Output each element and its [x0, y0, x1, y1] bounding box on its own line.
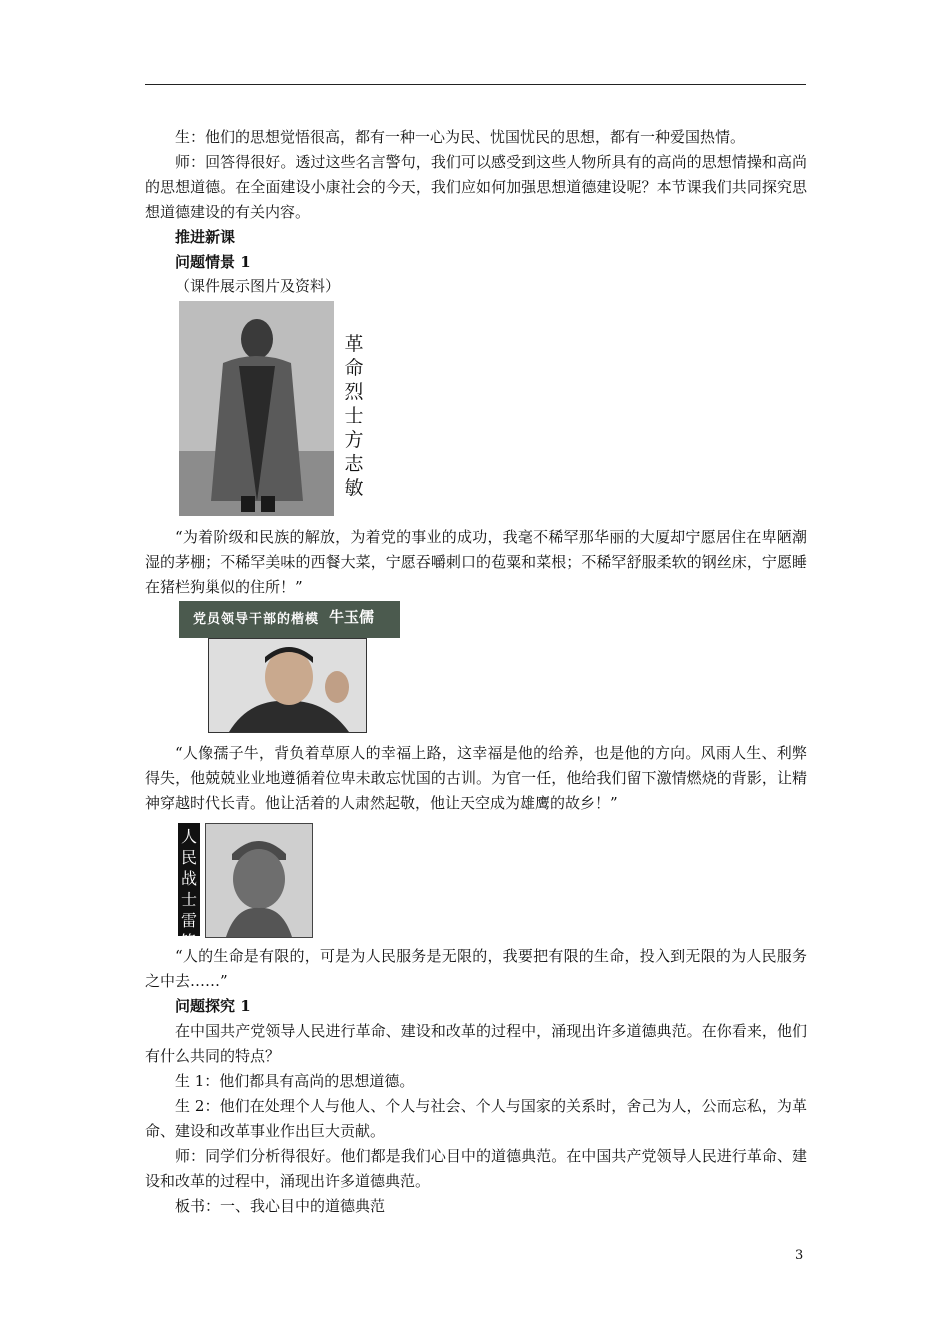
caption-fang-zhimin: 革命烈士方志敏	[344, 333, 364, 499]
paragraph-student-2: 生 2：他们在处理个人与他人、个人与社会、个人与国家的关系时，舍己为人，公而忘私，为革命、建设和改革事业作出巨大贡献。	[145, 1097, 807, 1140]
paragraph-inquiry-question: 在中国共产党领导人民进行革命、建设和改革的过程中，涌现出许多道德典范。在你看来，他们有什么共同的特点？	[145, 1022, 807, 1065]
photo-lei-feng	[205, 823, 313, 938]
page-number: 3	[795, 1248, 804, 1263]
courseware-note: （课件展示图片及资料）	[175, 277, 341, 295]
paragraph-board-note: 板书：一、我心目中的道德典范	[175, 1197, 386, 1215]
section-heading-inquiry-1: 问题探究 1	[175, 997, 251, 1015]
paragraph-student-answer: 生：他们的思想觉悟很高，都有一种一心为民、忧国忧民的思想，都有一种爱国热情。	[175, 128, 746, 146]
portrait-figure-niu	[209, 639, 366, 732]
section-heading-scenario-1: 问题情景 1	[175, 253, 251, 271]
portrait-figure-lei	[206, 824, 312, 937]
banner-title: 党员领导干部的楷模	[193, 612, 320, 627]
caption-lei-feng: 人民战士雷锋	[180, 827, 197, 951]
banner-niu-yuru	[179, 601, 400, 638]
photo-niu-yuru	[208, 638, 367, 733]
quote-fang-zhimin: “为着阶级和民族的解放，为着党的事业的成功，我毫不稀罕那华丽的大厦却宁愿居住在卑陋潮湿的茅棚；不稀罕美味的西餐大菜，宁愿吞嚼刺口的苞粟和菜根；不稀罕舒服柔软的钢丝床，宁愿睡在猪栏狗巢似的住所！”	[145, 528, 807, 596]
caption-block-lei-feng	[178, 823, 200, 951]
section-heading-new-lesson: 推进新课	[175, 228, 236, 246]
paragraph-teacher-summary: 师：同学们分析得很好。他们都是我们心目中的道德典范。在中国共产党领导人民进行革命、建设和改革的过程中，涌现出许多道德典范。	[145, 1147, 807, 1190]
paragraph-teacher-response: 师：回答得很好。透过这些名言警句，我们可以感受到这些人物所具有的高尚的思想情操和高尚的思想道德。在全面建设小康社会的今天，我们应如何加强思想道德建设呢？本节课我们共同探究思想道德建设的有关内容。	[145, 153, 807, 221]
quote-lei-feng: “人的生命是有限的，可是为人民服务是无限的，我要把有限的生命，投入到无限的为人民服务之中去……”	[145, 947, 807, 990]
banner-name: 牛玉儒	[329, 608, 375, 626]
header-rule	[145, 84, 806, 85]
quote-niu-yuru: “人像孺子牛，背负着草原人的幸福上路，这幸福是他的给养，也是他的方向。风雨人生、利弊得失，他兢兢业业地遵循着位卑未敢忘忧国的古训。为官一任，他给我们留下激情燃烧的背影，让精神穿越时代长青。他让活着的人肃然起敬，他让天空成为雄鹰的故乡！”	[145, 744, 807, 812]
portrait-figure-fang	[179, 301, 334, 516]
photo-fang-zhimin	[179, 301, 334, 516]
paragraph-student-1: 生 1：他们都具有高尚的思想道德。	[175, 1072, 415, 1090]
